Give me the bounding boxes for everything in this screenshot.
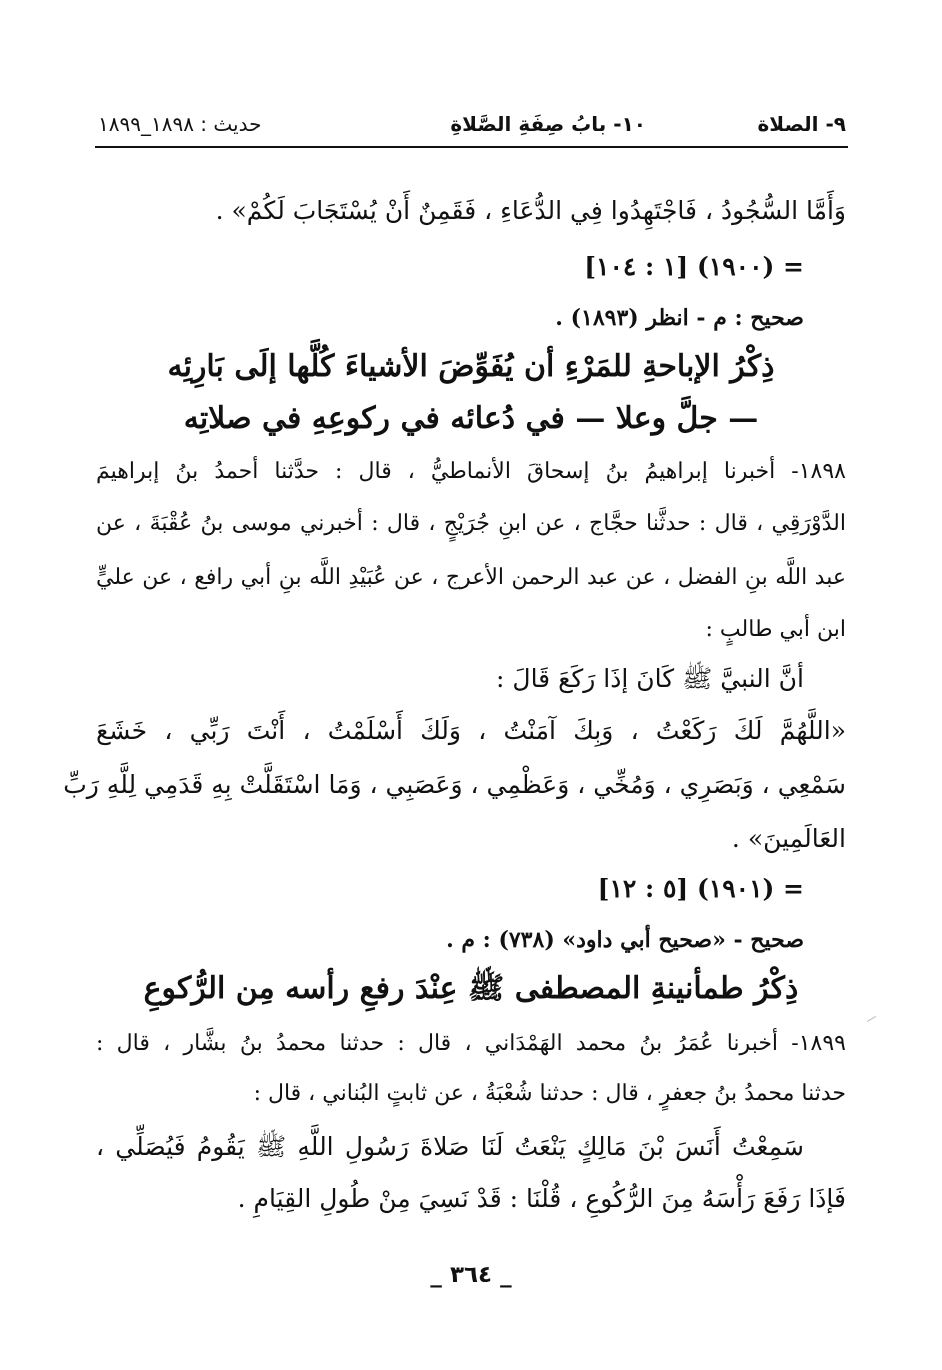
hadith-text-line: فَإذَا رَفَعَ رَأْسَهُ مِنَ الرُّكُوعِ ، قُلْنَا : قَدْ نَسِيَ مِنْ طُولِ القِيَامِ . <box>237 1184 846 1213</box>
section-title: ١٠- بابُ صِفَةِ الصَّلاةِ <box>450 112 646 136</box>
page-number: _ ٣٦٤ _ <box>430 1262 512 1288</box>
cross-reference: = (١٩٠١) [٥ : ١٢] <box>597 874 804 903</box>
hadith-chain-line: ابن أبي طالبٍ : <box>705 617 846 642</box>
hadith-text-line: أنَّ النبيَّ ﷺ كَانَ إذَا رَكَعَ قَالَ : <box>496 664 804 693</box>
hadith-range: حديث : ١٨٩٨_١٨٩٩ <box>98 112 262 136</box>
text-line: وَأَمَّا السُّجُودُ ، فَاجْتَهِدُوا فِي الدُّعَاءِ ، فَقَمِنٌ أَنْ يُسْتَجَابَ لَكُمْ» . <box>215 196 846 225</box>
grading-note: صحيح - «صحيح أبي داود» (٧٣٨) : م . <box>446 927 804 953</box>
hadith-text-line: سَمِعْتُ أَنَسَ بْنَ مَالِكٍ يَنْعَتُ لَنَا صَلاةَ رَسُولِ اللَّهِ ﷺ يَقُومُ فَيُصَلِّي ، <box>96 1132 804 1161</box>
hadith-text-line: سَمْعِي ، وَبَصَرِي ، وَمُخِّي ، وَعَظْمِي ، وَعَصَبِي ، وَمَا اسْتَقَلَّتْ بِهِ قَدَمِي لِلَّهِ رَبِّ <box>63 770 846 799</box>
hadith-chain-line: الدَّوْرَقِي ، قال : حدثَّنا حجَّاج ، عن ابنِ جُرَيْجٍ ، قال : أخبرني موسى بنُ عُقْبَةَ ، عن <box>96 511 846 536</box>
grading-note: صحيح : م - انظر (١٨٩٣) . <box>555 305 804 331</box>
chapter-heading: ذِكْرُ طمأنينةِ المصطفى ﷺ عِنْدَ رفعِ رأسه مِن الرُّكوعِ <box>143 971 799 1006</box>
hadith-chain-line: عبد اللَّه بنِ الفضل ، عن عبد الرحمن الأعرج ، عن عُبَيْدِ اللَّه بنِ أبي رافع ، عن عليٍّ <box>96 565 846 590</box>
chapter-title: ٩- الصلاة <box>757 112 846 136</box>
margin-mark <box>867 1016 879 1027</box>
cross-reference: = (١٩٠٠) [١ : ١٠٤] <box>584 252 804 281</box>
header-rule <box>95 146 848 148</box>
running-header <box>98 108 846 142</box>
chapter-heading-continued: — جلَّ وعلا — في دُعائه في ركوعِهِ في صلاتِه <box>183 401 759 436</box>
hadith-chain-line: حدثنا محمدُ بنُ جعفرٍ ، قال : حدثنا شُعْبَةُ ، عن ثابتٍ البُناني ، قال : <box>253 1081 846 1106</box>
hadith-text-line: «اللَّهُمَّ لَكَ رَكَعْتُ ، وَبِكَ آمَنْتُ ، وَلَكَ أَسْلَمْتُ ، أَنْتَ رَبِّي ، خَشَعَ <box>96 716 846 745</box>
chapter-heading: ذِكْرُ الإباحةِ للمَرْءِ أن يُفَوِّضَ الأشياءَ كُلَّها إلَى بَارِئِه <box>167 349 775 384</box>
hadith-chain-line: ١٨٩٨- أخبرنا إبراهيمُ بنُ إسحاقَ الأنماطيُّ ، قال : حدَّثنا أحمدُ بنُ إبراهيمَ <box>96 459 846 484</box>
hadith-text-line: العَالَمِينَ» . <box>731 824 846 853</box>
hadith-chain-line: ١٨٩٩- أخبرنا عُمَرُ بنُ محمد الهَمْدَاني ، قال : حدثنا محمدُ بنُ بشَّار ، قال : <box>96 1031 846 1056</box>
